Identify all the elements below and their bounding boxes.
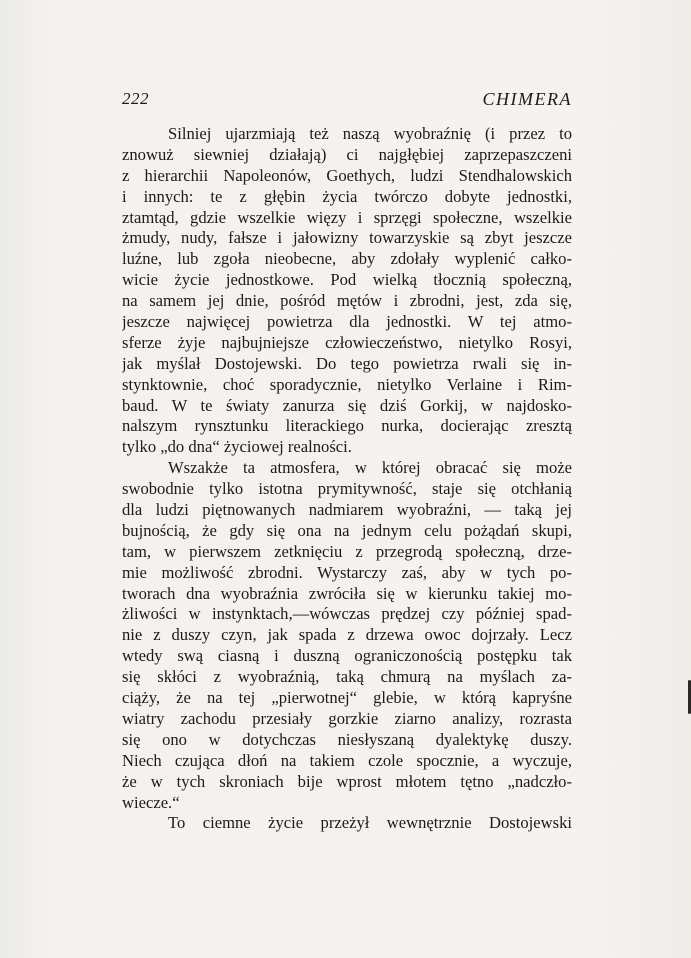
text-line: znowuż siewniej działają) ci najgłębiej zaprzepaszczeni (122, 144, 572, 164)
running-title: CHIMERA (482, 89, 572, 109)
text-line: wiecze.“ (122, 792, 180, 812)
text-line: na samem jej dnie, pośród mętów i zbrodni, jest, zda się, (122, 291, 572, 311)
text-line: jak myślał Dostojewski. Do tego powietrza rwali się in- (122, 353, 572, 373)
text-line: tam, w pierwszem zetknięciu z przegrodą społeczną, drze- (122, 541, 572, 561)
text-line: swobodnie tylko istotna prymitywność, staje się otchłanią (122, 479, 572, 499)
text-line: nalszym rynsztunku literackiego nurka, docierając zresztą (122, 416, 572, 436)
text-line: z hierarchii Napoleonów, Goethych, ludzi Stendhalowskich (122, 165, 572, 185)
text-line: że w tych skroniach bije wprost młotem tętno „nadczło- (122, 771, 572, 791)
text-line: Wszakże ta atmosfera, w której obracać się może (168, 458, 572, 478)
text-line: bujnością, że gdy się ona na jednym celu pożądań skupi, (122, 520, 572, 540)
text-line: wiatry zachodu przesiały gorzkie ziarno analizy, rozrasta (122, 708, 572, 728)
text-line: tylko „do dna“ życiowej realności. (122, 437, 352, 457)
text-line: żmudy, nudy, fałsze i jałowizny towarzyskie są zbyt jeszcze (122, 228, 572, 248)
text-line: Silniej ujarzmiają też naszą wyobraźnię (i przez to (168, 124, 572, 143)
text-line: tworach dna wyobraźnia zwróciła się w kierunku takiej mo- (122, 583, 572, 603)
text-line: i innych: te z głębin życia twórczo dobyte jednostki, (122, 186, 572, 206)
page-number: 222 (122, 89, 149, 108)
text-line: jeszcze najwięcej powietrza dla jednostki. W tej atmo- (122, 312, 572, 332)
text-line: mie możliwość zbrodni. Wystarczy zaś, aby w tych po- (122, 562, 572, 582)
body-text (122, 124, 572, 834)
running-head (122, 89, 572, 113)
text-line: To ciemne życie przeżył wewnętrznie Dostojewski (168, 813, 572, 833)
text-line: ciąży, że na tej „pierwotnej“ glebie, w którą kapryśne (122, 688, 572, 708)
text-line: się skłóci z wyobraźnią, taką chmurą na myślach za- (122, 667, 572, 687)
text-line: baud. W te światy zanurza się dziś Gorkij, w najdosko- (122, 395, 572, 415)
text-line: nie z duszy czyn, jak spada z drzewa owoc dojrzały. Lecz (122, 625, 572, 645)
text-line: wtedy swą ciasną i duszną ograniczonością postępku tak (122, 646, 572, 666)
text-line: Niech czująca dłoń na takiem czole spocznie, a wyczuje, (122, 750, 572, 770)
text-line: luźne, lub zgoła nieobecne, aby zdołały wyplenić całko- (122, 249, 572, 269)
text-line: dla ludzi piętnowanych nadmiarem wyobraźni, — taką jej (122, 500, 572, 520)
text-line: wicie życie jednostkowe. Pod wielką tłocznią społeczną, (122, 270, 572, 290)
text-line: sferze żyje najbujniejsze człowieczeństwo, nietylko Rosyi, (122, 332, 572, 352)
text-line: żliwości w instynktach,—wówczas prędzej czy później spad- (122, 604, 572, 624)
text-line: ztamtąd, gdzie wszelkie więzy i sprzęgi społeczne, wszelkie (122, 207, 572, 227)
text-line: stynktownie, choć sporadycznie, nietylko Verlaine i Rim- (122, 374, 572, 394)
text-line: się ono w dotychczas niesłyszaną dyalektykę duszy. (122, 729, 572, 749)
